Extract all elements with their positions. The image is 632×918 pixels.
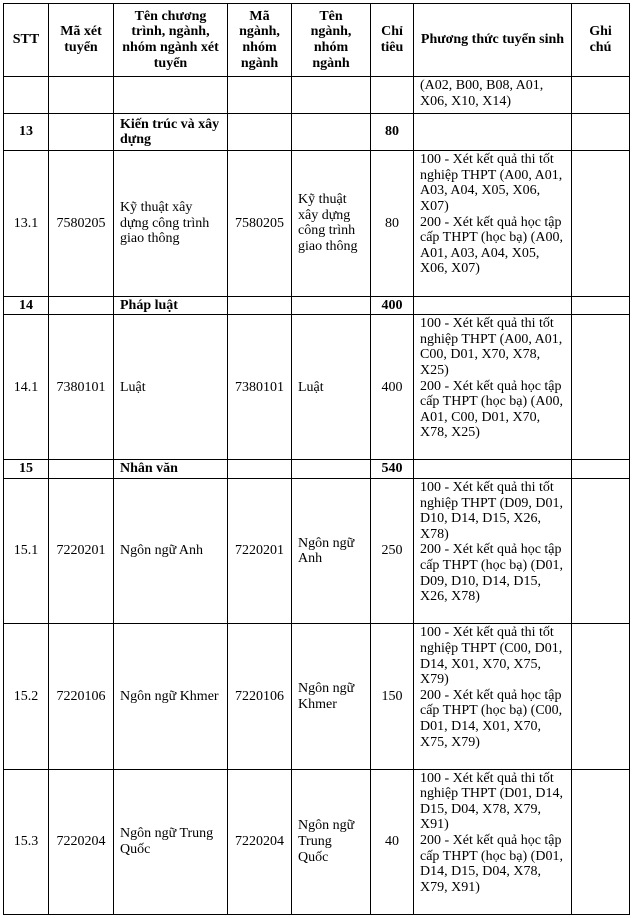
row-major-code: 7580205 bbox=[228, 151, 292, 296]
row-major-name: Ngôn ngữ Khmer bbox=[292, 624, 371, 769]
row-admission-code: 7220201 bbox=[49, 479, 114, 624]
empty-cell bbox=[292, 114, 371, 151]
row-quota: 400 bbox=[371, 315, 414, 460]
row-major-name: Ngôn ngữ Anh bbox=[292, 479, 371, 624]
row-stt: 15.3 bbox=[4, 769, 49, 914]
header-ma-nganh: Mã ngành, nhóm ngành bbox=[228, 4, 292, 77]
row-admission-code: 7220204 bbox=[49, 769, 114, 914]
row-stt: 13.1 bbox=[4, 151, 49, 296]
header-phuong-thuc: Phương thức tuyển sinh bbox=[414, 4, 572, 77]
row-program-name: Ngôn ngữ Khmer bbox=[114, 624, 228, 769]
row-program-name: Luật bbox=[114, 315, 228, 460]
row-major-code: 7220106 bbox=[228, 624, 292, 769]
row-admission-method: 100 - Xét kết quả thi tốt nghiệp THPT (A00, A01, C00, D01, X70, X78, X25) 200 - Xét kết quả học tập cấp THPT (học bạ) (A00, A01, C00, D01, X70, X78, X25) bbox=[414, 315, 572, 460]
header-row bbox=[4, 4, 630, 77]
row-major-name: Luật bbox=[292, 315, 371, 460]
group-name: Pháp luật bbox=[114, 296, 228, 315]
row-major-code: 7220204 bbox=[228, 769, 292, 914]
row-program-name: Ngôn ngữ Trung Quốc bbox=[114, 769, 228, 914]
group-name: Nhân văn bbox=[114, 460, 228, 479]
row-stt: 15.2 bbox=[4, 624, 49, 769]
empty-cell bbox=[414, 460, 572, 479]
empty-cell bbox=[572, 460, 630, 479]
row-program-name: Kỹ thuật xây dựng công trình giao thông bbox=[114, 151, 228, 296]
group-row bbox=[4, 114, 630, 151]
header-ghi-chu: Ghi chú bbox=[572, 4, 630, 77]
row-stt: 14.1 bbox=[4, 315, 49, 460]
empty-cell bbox=[292, 460, 371, 479]
row-admission-method: 100 - Xét kết quả thi tốt nghiệp THPT (D01, D14, D15, D04, X78, X79, X91) 200 - Xét kết quả học tập cấp THPT (học bạ) (D01, D14, D15, D04, X78, X79, X91) bbox=[414, 769, 572, 914]
row-quota: 150 bbox=[371, 624, 414, 769]
row-admission-code: 7220106 bbox=[49, 624, 114, 769]
row-note bbox=[572, 151, 630, 296]
group-stt: 14 bbox=[4, 296, 49, 315]
table-row bbox=[4, 479, 630, 624]
header-chi-tieu: Chỉ tiêu bbox=[371, 4, 414, 77]
empty-cell bbox=[228, 296, 292, 315]
group-row bbox=[4, 460, 630, 479]
row-major-code: 7380101 bbox=[228, 315, 292, 460]
group-stt: 13 bbox=[4, 114, 49, 151]
empty-cell bbox=[49, 296, 114, 315]
empty-cell bbox=[49, 460, 114, 479]
row-major-name: Kỹ thuật xây dựng công trình giao thông bbox=[292, 151, 371, 296]
row-program-name: Ngôn ngữ Anh bbox=[114, 479, 228, 624]
empty-cell bbox=[572, 114, 630, 151]
row-admission-method: 100 - Xét kết quả thi tốt nghiệp THPT (C00, D01, D14, X01, X70, X75, X79) 200 - Xét kết quả học tập cấp THPT (học bạ) (C00, D01, D14, X01, X70, X75, X79) bbox=[414, 624, 572, 769]
group-quota: 400 bbox=[371, 296, 414, 315]
header-ten-nganh: Tên ngành, nhóm ngành bbox=[292, 4, 371, 77]
table-row bbox=[4, 624, 630, 769]
table-row bbox=[4, 151, 630, 296]
empty-cell bbox=[414, 296, 572, 315]
empty-cell bbox=[572, 296, 630, 315]
group-name: Kiến trúc và xây dựng bbox=[114, 114, 228, 151]
row-stt: 15.1 bbox=[4, 479, 49, 624]
row-admission-method: 100 - Xét kết quả thi tốt nghiệp THPT (D09, D01, D10, D14, D15, X26, X78) 200 - Xét kết quả học tập cấp THPT (học bạ) (D01, D09, D10, D14, D15, X26, X78) bbox=[414, 479, 572, 624]
row-major-name: Ngôn ngữ Trung Quốc bbox=[292, 769, 371, 914]
row-quota: 80 bbox=[371, 151, 414, 296]
empty-cell bbox=[414, 114, 572, 151]
row-admission-code: 7580205 bbox=[49, 151, 114, 296]
row-admission-code: 7380101 bbox=[49, 315, 114, 460]
table-row bbox=[4, 315, 630, 460]
header-ma-xet-tuyen: Mã xét tuyển bbox=[49, 4, 114, 77]
group-quota: 540 bbox=[371, 460, 414, 479]
row-major-code: 7220201 bbox=[228, 479, 292, 624]
empty-cell bbox=[228, 114, 292, 151]
empty-cell bbox=[228, 460, 292, 479]
admissions-table bbox=[3, 3, 630, 915]
continuation-method: (A02, B00, B08, A01, X06, X10, X14) bbox=[414, 77, 572, 114]
row-admission-method: 100 - Xét kết quả thi tốt nghiệp THPT (A00, A01, A03, A04, X05, X06, X07) 200 - Xét kết quả học tập cấp THPT (học bạ) (A00, A01, A03, A04, X05, X06, X07) bbox=[414, 151, 572, 296]
group-quota: 80 bbox=[371, 114, 414, 151]
header-ten-chuong-trinh: Tên chương trình, ngành, nhóm ngành xét tuyển bbox=[114, 4, 228, 77]
header-stt: STT bbox=[4, 4, 49, 77]
row-note bbox=[572, 315, 630, 460]
group-row bbox=[4, 296, 630, 315]
group-stt: 15 bbox=[4, 460, 49, 479]
empty-cell bbox=[292, 296, 371, 315]
continuation-row bbox=[4, 77, 630, 114]
row-note bbox=[572, 479, 630, 624]
row-note bbox=[572, 624, 630, 769]
row-quota: 250 bbox=[371, 479, 414, 624]
row-quota: 40 bbox=[371, 769, 414, 914]
table-row bbox=[4, 769, 630, 914]
empty-cell bbox=[49, 114, 114, 151]
row-note bbox=[572, 769, 630, 914]
